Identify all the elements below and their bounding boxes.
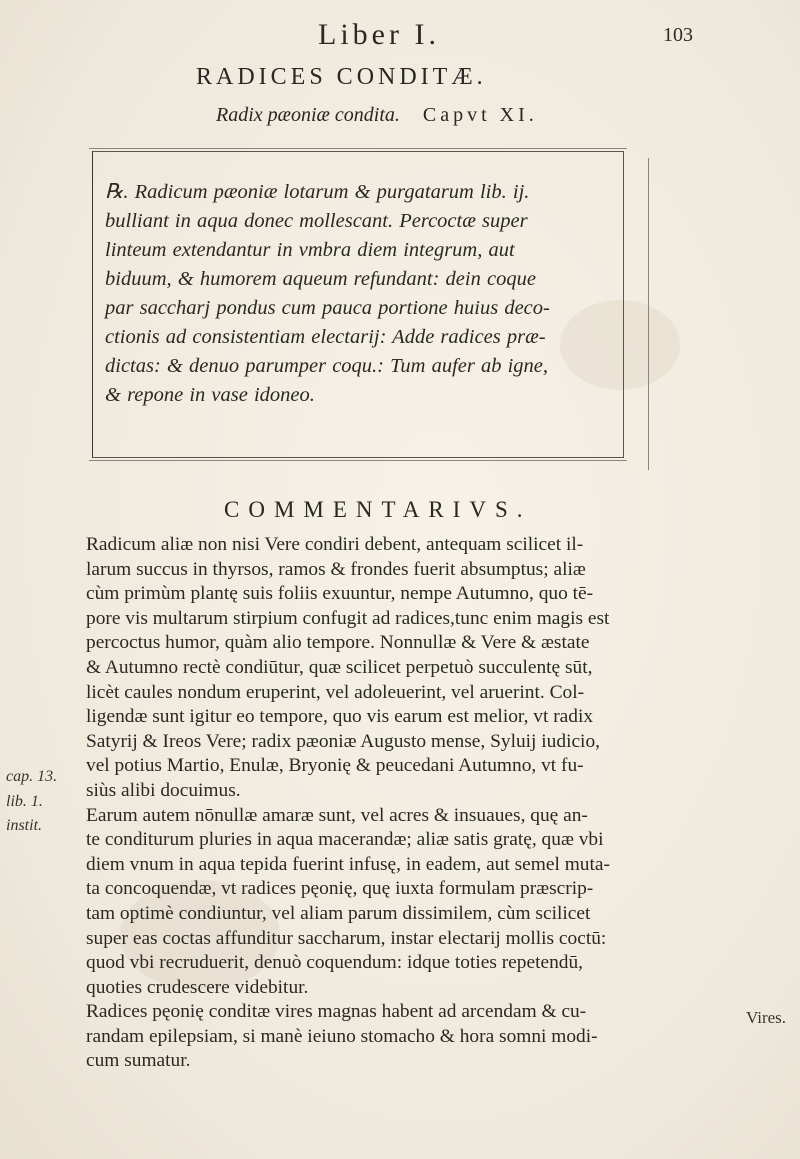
commentary-line: quoties crudescere videbitur. [86, 976, 309, 998]
margin-note-line: lib. 1. [6, 792, 43, 810]
commentary-body [86, 533, 706, 1074]
recipe-line: linteum extendantur in vmbra diem integrum, aut [105, 239, 515, 261]
commentary-line: Satyrij & Ireos Vere; radix pæoniæ Augusto mense, Syluij iudicio, [86, 730, 600, 752]
running-title: Liber I. [318, 18, 440, 51]
margin-note-right: Vires. [746, 1008, 787, 1027]
commentary-line: & Autumno rectè condiūtur, quæ scilicet perpetuò succulentę sūt, [86, 656, 593, 678]
commentary-line: Earum autem nōnullæ amaræ sunt, vel acres & insuaues, quę an- [86, 804, 588, 826]
margin-note-line: instit. [6, 817, 43, 835]
chapter-line [216, 104, 538, 127]
commentary-heading: COMMENTARIVS. [224, 497, 532, 522]
commentary-line: pore vis multarum stirpium confugit ad radices,tunc enim magis est [86, 607, 610, 629]
margin-rule [648, 158, 649, 470]
running-head [0, 18, 800, 52]
recipe-box [92, 151, 624, 458]
margin-note-line: cap. 13. [6, 768, 58, 785]
section-title: RADICES CONDITÆ. [196, 64, 487, 90]
recipe-line: ℞. Radicum pæoniæ lotarum & purgatarum lib. ij. [105, 181, 530, 203]
commentary-line: cùm primùm plantę suis foliis exuuntur, nempe Autumno, quo tē- [86, 583, 594, 605]
commentary-line: vel potius Martio, Enulæ, Bryonię & peucedani Autumno, vt fu- [86, 755, 584, 777]
commentary-line: ta concoquendæ, vt radices pęonię, quę iuxta formulam præscrip- [86, 878, 594, 900]
recipe-line: par saccharj pondus cum pauca portione huius deco- [105, 297, 550, 319]
recipe-line: dictas: & denuo parumper coqu.: Tum aufer ab igne, [105, 355, 549, 377]
recipe-line: bulliant in aqua donec mollescant. Percoctæ super [105, 210, 528, 232]
recipe-line: ctionis ad consistentiam electarij: Adde radices præ- [105, 326, 546, 348]
recipe-line: & repone in vase idoneo. [105, 384, 315, 406]
commentary-line: super eas coctas affunditur saccharum, instar electarij mollis coctū: [86, 927, 607, 949]
commentary-line: cum sumatur. [86, 1050, 191, 1072]
commentary-line: tam optimè condiuntur, vel aliam parum dissimilem, cùm scilicet [86, 902, 591, 924]
chapter-label: Capvt XI. [422, 104, 538, 126]
commentary-line: larum succus in thyrsos, ramos & frondes fuerit absumptus; aliæ [86, 558, 586, 580]
margin-note-left [6, 765, 57, 839]
recipe-text [105, 178, 615, 410]
chapter-subtitle: Radix pæoniæ condita. [216, 104, 400, 126]
commentary-line: Radices pęonię conditæ vires magnas habent ad arcendam & cu- [86, 1001, 587, 1023]
commentary-line: randam epilepsiam, si manè ieiuno stomacho & hora somni modi- [86, 1025, 598, 1047]
commentary-line: quod vbi recruduerit, denuò coquendum: idque toties repetendū, [86, 952, 584, 974]
commentary-line: Radicum aliæ non nisi Vere condiri debent, antequam scilicet il- [86, 534, 584, 555]
commentary-line: ligendæ sunt igitur eo tempore, quo vis earum est melior, vt radix [86, 706, 594, 728]
commentary-line: diem vnum in aqua tepida fuerint infusę, in eadem, aut semel muta- [86, 853, 610, 875]
page-number: 103 [663, 24, 693, 46]
recipe-line: biduum, & humorem aqueum refundant: dein coque [105, 268, 536, 290]
commentary-line: te conditurum pluries in aqua macerandæ; aliæ satis gratę, quæ vbi [86, 829, 604, 851]
commentary-line: licèt caules nondum eruperint, vel adoleuerint, vel aruerint. Col- [86, 681, 585, 703]
commentary-line: percoctus humor, quàm alio tempore. Nonnullæ & Vere & æstate [86, 632, 590, 654]
commentary-line: siùs alibi docuimus. [86, 779, 241, 801]
